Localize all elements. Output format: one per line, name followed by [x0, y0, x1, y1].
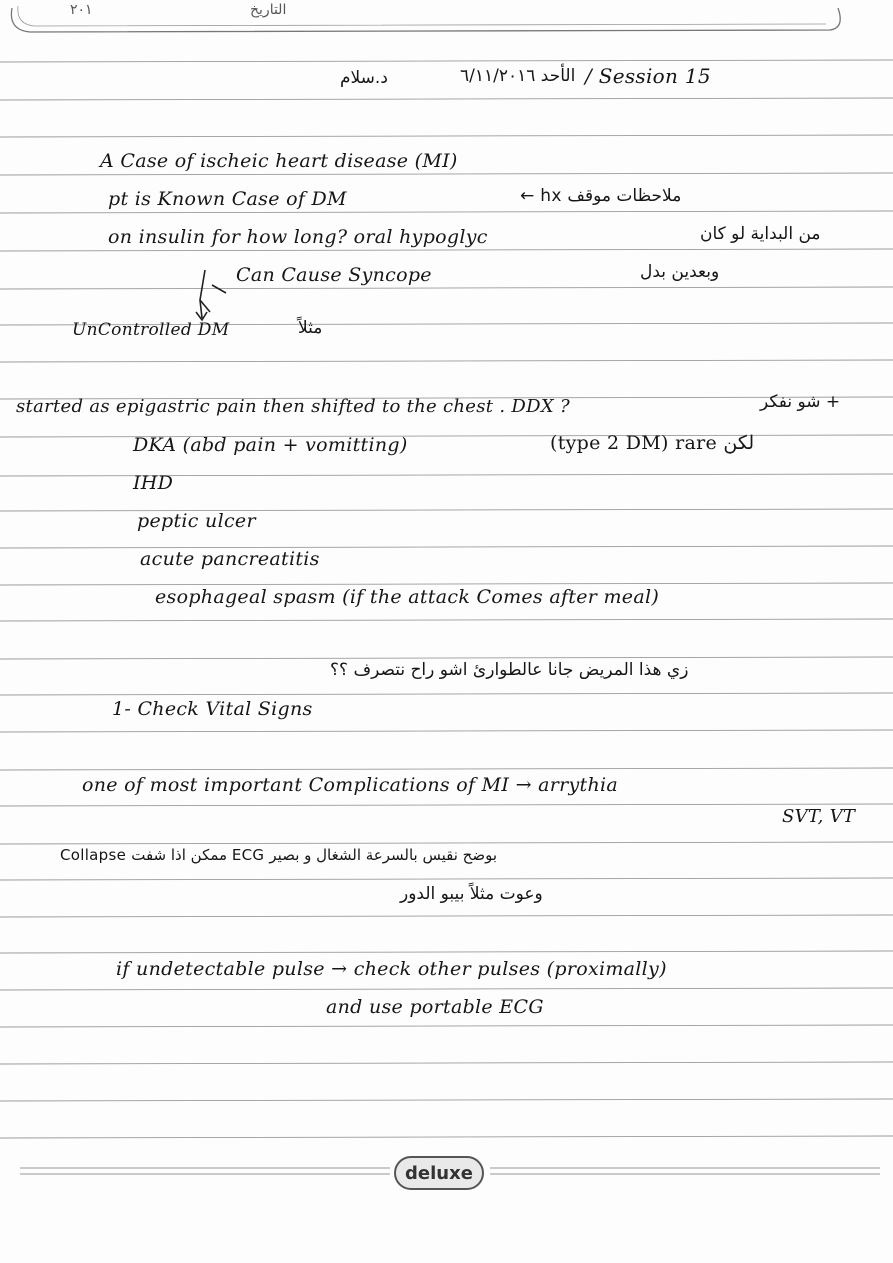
note-line: esophageal spasm (if the attack Comes after meal) — [155, 586, 660, 608]
note-line: peptic ulcer — [137, 510, 256, 532]
note-line: one of most important Complications of MI → arrythia — [82, 774, 619, 796]
session-label: / Session 15 — [585, 64, 711, 88]
note-line: on insulin for how long? oral hypoglyc — [108, 226, 488, 248]
note-line: DKA (abd pain + vomitting) — [133, 434, 408, 456]
note-line: + شو نفكر — [760, 392, 841, 412]
note-line: IHD — [133, 472, 174, 494]
note-line: ← hx ملاحظات موقف — [520, 186, 682, 206]
note-line: Collapse ممكن اذا شفت ECG بوضح نقيس بالسرعة الشغال و بصير — [60, 846, 498, 864]
note-line: 1- Check Vital Signs — [112, 698, 313, 720]
note-line: and use portable ECG — [326, 996, 544, 1018]
note-line: acute pancreatitis — [140, 548, 320, 570]
session-date: الأحد ٦/١١/٢٠١٦ — [460, 66, 576, 86]
doctor-name: د.سلام — [340, 68, 388, 88]
note-line: من البداية لو كان — [700, 224, 821, 244]
note-line: started as epigastric pain then shifted to the chest . DDX ? — [16, 396, 570, 417]
note-line: UnControlled DM — [72, 320, 230, 340]
note-line: وبعدين بدل — [640, 262, 720, 282]
note-line: وعوت مثلاً بيبو الدور — [400, 884, 543, 904]
note-line: pt is Known Case of DM — [108, 188, 347, 210]
note-line: A Case of ischeic heart disease (MI) — [100, 150, 458, 172]
date-label: التاريخ — [250, 2, 287, 18]
date-year: ٢٠١ — [70, 2, 93, 18]
deluxe-logo: deluxe — [394, 1156, 484, 1190]
note-line: زي هذا المريض جانا عالطوارئ اشو راح نتصرف ؟؟ — [330, 660, 689, 680]
note-line: Can Cause Syncope — [236, 264, 432, 286]
note-line: مثلاً — [298, 318, 323, 338]
note-line: (type 2 DM) rare لكن — [550, 432, 755, 454]
note-line: if undetectable pulse → check other pulses (proximally) — [116, 958, 667, 980]
note-line: SVT, VT — [782, 806, 856, 827]
